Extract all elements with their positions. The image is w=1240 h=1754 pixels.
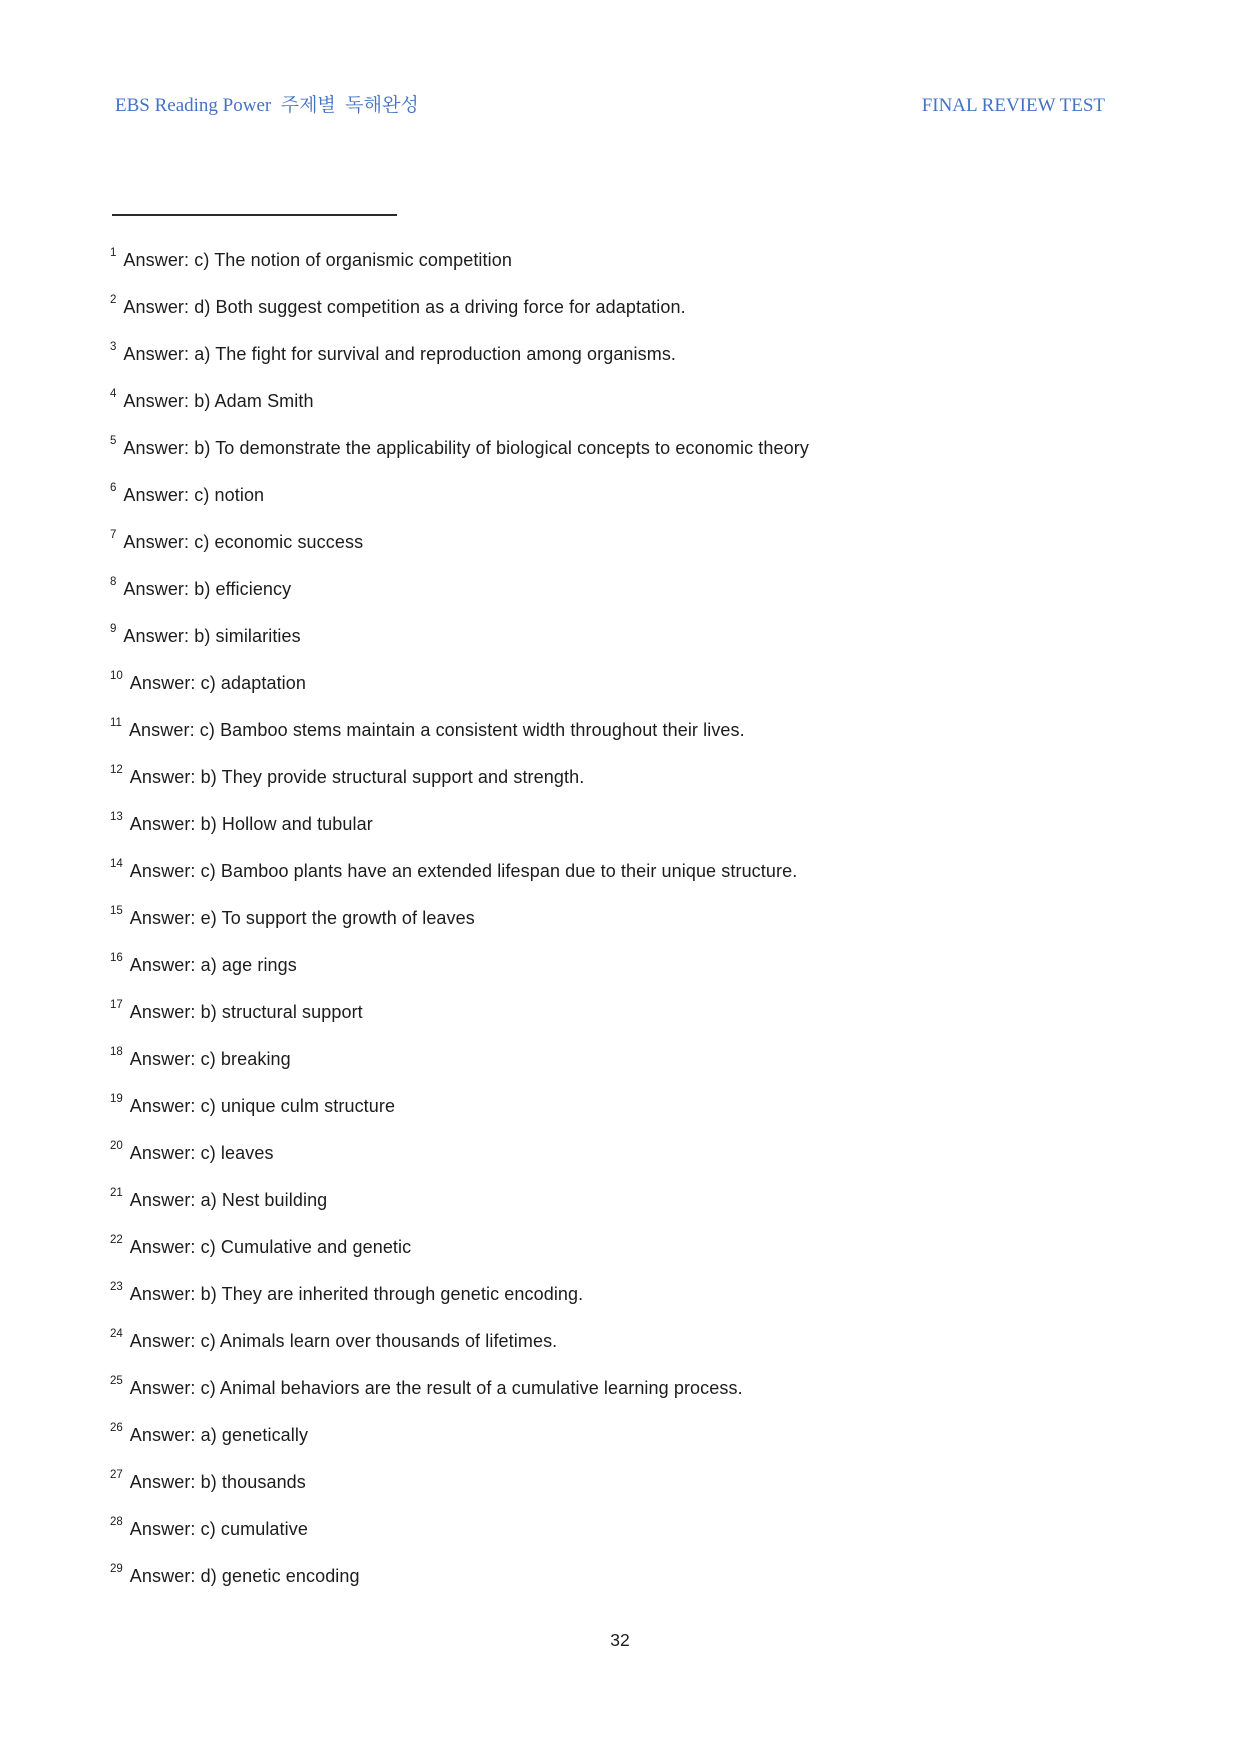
answer-row xyxy=(110,566,1190,613)
answer-row xyxy=(110,801,1190,848)
answer-row xyxy=(110,1083,1190,1130)
answer-row xyxy=(110,895,1190,942)
answer-number: 25 xyxy=(110,1374,123,1387)
answer-number: 9 xyxy=(110,622,117,635)
answer-number: 7 xyxy=(110,528,117,541)
answer-text: Answer: b) similarities xyxy=(123,626,301,646)
answer-text: Answer: c) Animal behaviors are the result of a cumulative learning process. xyxy=(129,1378,743,1398)
answer-number: 26 xyxy=(110,1421,123,1434)
answer-number: 15 xyxy=(110,904,123,917)
page-header xyxy=(115,90,1105,117)
answer-row xyxy=(110,942,1190,989)
answer-text: Answer: c) economic success xyxy=(123,532,364,552)
header-right-title: FINAL REVIEW TEST xyxy=(921,95,1105,116)
header-left-title: EBS Reading Power 주제별 독해완성 xyxy=(115,95,419,116)
answer-row xyxy=(110,1271,1190,1318)
answer-text: Answer: c) cumulative xyxy=(129,1519,308,1539)
answer-row xyxy=(110,1365,1190,1412)
answer-text: Answer: c) Bamboo stems maintain a consistent width throughout their lives. xyxy=(128,720,745,740)
answer-number: 3 xyxy=(110,340,117,353)
answer-text: Answer: b) Adam Smith xyxy=(123,391,314,411)
answer-row xyxy=(110,237,1190,284)
answer-number: 16 xyxy=(110,951,123,964)
answer-row xyxy=(110,1318,1190,1365)
answer-row xyxy=(110,1224,1190,1271)
answer-row xyxy=(110,284,1190,331)
answer-text: Answer: c) Cumulative and genetic xyxy=(129,1237,412,1257)
footnote-separator xyxy=(112,214,397,216)
answer-text: Answer: b) They are inherited through genetic encoding. xyxy=(129,1284,584,1304)
answer-number: 18 xyxy=(110,1045,123,1058)
answer-row xyxy=(110,848,1190,895)
answer-number: 22 xyxy=(110,1233,123,1246)
answer-number: 24 xyxy=(110,1327,123,1340)
answer-number: 19 xyxy=(110,1092,123,1105)
answer-text: Answer: c) Bamboo plants have an extended lifespan due to their unique structure. xyxy=(129,861,798,881)
answer-number: 23 xyxy=(110,1280,123,1293)
answer-number: 1 xyxy=(110,246,117,259)
answer-row xyxy=(110,989,1190,1036)
answer-text: Answer: b) thousands xyxy=(129,1472,306,1492)
answer-row xyxy=(110,1036,1190,1083)
answer-row xyxy=(110,660,1190,707)
answer-row xyxy=(110,331,1190,378)
answer-row xyxy=(110,1506,1190,1553)
answer-text: Answer: b) Hollow and tubular xyxy=(129,814,373,834)
answer-text: Answer: d) genetic encoding xyxy=(129,1566,360,1586)
answer-row xyxy=(110,1412,1190,1459)
answer-text: Answer: b) structural support xyxy=(129,1002,363,1022)
answer-text: Answer: c) The notion of organismic competition xyxy=(123,250,512,270)
answer-row xyxy=(110,613,1190,660)
answer-row xyxy=(110,707,1190,754)
answer-text: Answer: a) genetically xyxy=(129,1425,309,1445)
answer-text: Answer: a) Nest building xyxy=(129,1190,328,1210)
answer-number: 5 xyxy=(110,434,117,447)
answer-row xyxy=(110,1130,1190,1177)
answer-number: 21 xyxy=(110,1186,123,1199)
answer-text: Answer: c) notion xyxy=(123,485,265,505)
answer-number: 13 xyxy=(110,810,123,823)
answer-number: 14 xyxy=(110,857,123,870)
answer-number: 4 xyxy=(110,387,117,400)
answer-text: Answer: b) efficiency xyxy=(123,579,292,599)
answer-number: 12 xyxy=(110,763,123,776)
answer-row xyxy=(110,754,1190,801)
answer-row xyxy=(110,1553,1190,1600)
answer-number: 20 xyxy=(110,1139,123,1152)
answer-list xyxy=(110,237,1190,1600)
answer-row xyxy=(110,1177,1190,1224)
answer-text: Answer: b) To demonstrate the applicability of biological concepts to economic theory xyxy=(123,438,809,458)
answer-number: 6 xyxy=(110,481,117,494)
answer-row xyxy=(110,425,1190,472)
answer-text: Answer: c) Animals learn over thousands of lifetimes. xyxy=(129,1331,558,1351)
answer-number: 10 xyxy=(110,669,123,682)
answer-row xyxy=(110,519,1190,566)
answer-text: Answer: e) To support the growth of leaves xyxy=(129,908,475,928)
answer-number: 29 xyxy=(110,1562,123,1575)
answer-number: 2 xyxy=(110,293,117,306)
answer-text: Answer: c) unique culm structure xyxy=(129,1096,396,1116)
answer-row xyxy=(110,472,1190,519)
answer-number: 27 xyxy=(110,1468,123,1481)
page-number: 32 xyxy=(610,1630,630,1650)
answer-text: Answer: c) leaves xyxy=(129,1143,274,1163)
answer-text: Answer: b) They provide structural support and strength. xyxy=(129,767,585,787)
answer-number: 11 xyxy=(110,716,122,729)
answer-text: Answer: a) The fight for survival and reproduction among organisms. xyxy=(123,344,677,364)
answer-text: Answer: a) age rings xyxy=(129,955,297,975)
answer-number: 28 xyxy=(110,1515,123,1528)
answer-number: 17 xyxy=(110,998,123,1011)
answer-text: Answer: d) Both suggest competition as a driving force for adaptation. xyxy=(123,297,686,317)
answer-text: Answer: c) breaking xyxy=(129,1049,291,1069)
answer-number: 8 xyxy=(110,575,117,588)
answer-row xyxy=(110,1459,1190,1506)
answer-text: Answer: c) adaptation xyxy=(129,673,306,693)
answer-row xyxy=(110,378,1190,425)
